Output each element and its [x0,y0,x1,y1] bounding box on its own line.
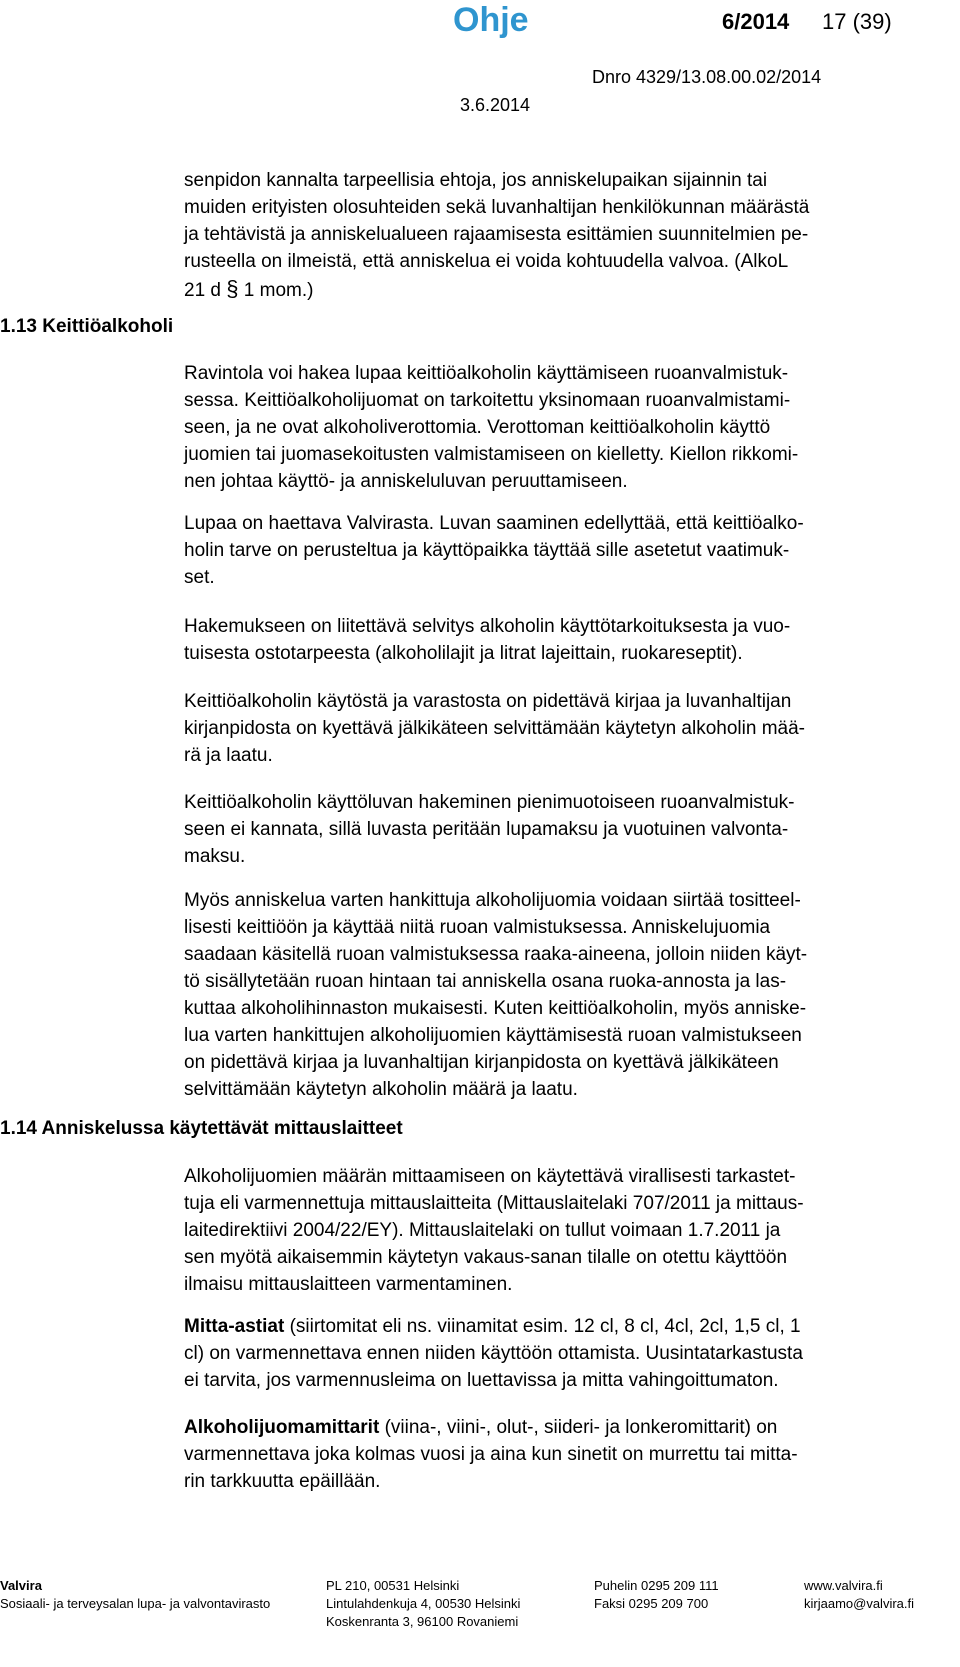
paragraph [184,510,946,591]
section-sign: § [226,276,239,301]
paragraph-line: lisesti keittiöön ja käyttää niitä ruoan valmistuksessa. Anniskelujuomia [184,917,771,938]
paragraph [184,789,946,870]
paragraph-line: holin tarve on perusteltua ja käyttöpaikka täyttää sille asetetut vaatimuk- [184,540,790,561]
paragraph-line: seen ei kannata, sillä luvasta peritään lupamaksu ja vuotuinen valvonta- [184,819,789,840]
paragraph-line: sessa. Keittiöalkoholijuomat on tarkoitettu yksinomaan ruoanvalmistami- [184,390,791,411]
footer-website-link[interactable]: www.valvira.fi [804,1578,883,1593]
footer-phone: Puhelin 0295 209 111 [594,1578,719,1593]
footer-postal-address: PL 210, 00531 Helsinki [326,1578,460,1593]
paragraph [184,1414,946,1495]
term-alkoholijuomamittarit: Alkoholijuomamittarit [184,1417,380,1438]
paragraph-line: Lupaa on haettava Valvirasta. Luvan saaminen edellyttää, että keittiöalko- [184,513,804,534]
paragraph-line: rin tarkkuutta epäillään. [184,1471,381,1492]
paragraph [184,688,946,769]
paragraph-line: saadaan käsitellä ruoan valmistuksessa raaka-aineena, jolloin niiden käyt- [184,944,808,965]
paragraph-line: rä ja laatu. [184,745,273,766]
paragraph-line: tö sisällytetään ruoan hintaan tai anniskella osana ruoka-annosta ja las- [184,971,787,992]
paragraph-line: Myös anniskelua varten hankittuja alkoholijuomia voidaan siirtää tositteel- [184,890,801,911]
document-type-title: Ohje [453,1,529,39]
paragraph-line: cl) on varmennettava ennen niiden käyttöön ottamista. Uusintatarkastusta [184,1343,803,1364]
footer-phone-fax [594,1577,719,1613]
paragraph [184,1313,946,1394]
paragraph-line: ilmaisu mittauslaitteen varmentaminen. [184,1274,513,1295]
term-mitta-astiat: Mitta-astiat [184,1316,285,1337]
paragraph-line: tuisesta ostotarpeesta (alkoholilajit ja litrat lajeittain, ruokareseptit). [184,643,743,664]
paragraph-line [184,1414,946,1441]
issue-number: 6/2014 [722,9,790,34]
paragraph-line: sen myötä aikaisemmin käytetyn vakaus-sanan tilalle on otettu käyttöön [184,1247,788,1268]
record-number: Dnro 4329/13.08.00.02/2014 [592,67,822,87]
paragraph [184,613,946,667]
document-date: 3.6.2014 [460,95,531,115]
section-heading-1-14: 1.14 Anniskelussa käytettävät mittauslaitteet [0,1118,403,1139]
paragraph-line [184,275,946,304]
paragraph-line: Keittiöalkoholin käyttöluvan hakeminen pienimuotoiseen ruoanvalmistuk- [184,792,795,813]
paragraph [184,887,946,1103]
paragraph-line: kirjanpidosta on kyettävä jälkikäteen selvittämään käytetyn alkoholin mää- [184,718,805,739]
paragraph-line: senpidon kannalta tarpeellisia ehtoja, jos anniskelupaikan sijainnin tai [184,170,768,191]
footer-branch-address: Koskenranta 3, 96100 Rovaniemi [326,1614,519,1629]
paragraph-line: juomien tai juomasekoitusten valmistamiseen on kielletty. Kiellon rikkomi- [184,444,799,465]
paragraph [184,360,946,495]
paragraph-line: Keittiöalkoholin käytöstä ja varastosta on pidettävä kirjaa ja luvanhaltijan [184,691,792,712]
paragraph-line: set. [184,567,215,588]
footer-organization [0,1577,270,1613]
paragraph-line: muiden erityisten olosuhteiden sekä luvanhaltijan henkilökunnan määrästä [184,197,810,218]
law-reference: 21 d [184,280,221,301]
footer-street-address: Lintulahdenkuja 4, 00530 Helsinki [326,1596,521,1611]
intro-paragraph [184,167,946,304]
page-number: 17 (39) [822,9,892,34]
footer-web [804,1577,914,1613]
footer-org-description: Sosiaali- ja terveysalan lupa- ja valvontavirasto [0,1596,271,1611]
paragraph-line: ei tarvita, jos varmennusleima on luettavissa ja mitta vahingoittumaton. [184,1370,779,1391]
paragraph-line: Ravintola voi hakea lupaa keittiöalkoholin käyttämiseen ruoanvalmistuk- [184,363,789,384]
paragraph-line: on pidettävä kirjaa ja luvanhaltijan kirjanpidosta on kyettävä jälkikäteen [184,1052,779,1073]
paragraph-line: rusteella on ilmeistä, että anniskelua ei voida kohtuudella valvoa. (AlkoL [184,251,789,272]
term-description: (siirtomitat eli ns. viinamitat esim. 12 cl, 8 cl, 4cl, 2cl, 1,5 cl, 1 [284,1316,801,1337]
footer-org-name: Valvira [0,1578,42,1593]
term-description: (viina-, viini-, olut-, siideri- ja lonkeromittarit) on [379,1417,778,1438]
paragraph-line [184,1313,946,1340]
paragraph-line: selvittämään käytetyn alkoholin määrä ja laatu. [184,1079,578,1100]
law-reference-moment: 1 mom.) [243,280,314,301]
footer-addresses [326,1577,520,1631]
paragraph-line: laitedirektiivi 2004/22/EY). Mittauslaitelaki on tullut voimaan 1.7.2011 ja [184,1220,781,1241]
section-heading-1-13: 1.13 Keittiöalkoholi [0,316,174,337]
paragraph [184,1163,946,1298]
paragraph-line: varmennettava joka kolmas vuosi ja aina kun sinetit on murrettu tai mitta- [184,1444,798,1465]
paragraph-line: seen, ja ne ovat alkoholiverottomia. Verottoman keittiöalkoholin käyttö [184,417,771,438]
paragraph-line: Hakemukseen on liitettävä selvitys alkoholin käyttötarkoituksesta ja vuo- [184,616,791,637]
footer-email-link[interactable]: kirjaamo@valvira.fi [804,1596,914,1611]
footer-fax: Faksi 0295 209 700 [594,1596,709,1611]
paragraph-line: nen johtaa käyttö- ja anniskeluluvan peruuttamiseen. [184,471,628,492]
paragraph-line: ja tehtävistä ja anniskelualueen rajaamisesta esittämien suunnitelmien pe- [184,224,809,245]
paragraph-line: tuja eli varmennettuja mittauslaitteita (Mittauslaitelaki 707/2011 ja mittaus- [184,1193,804,1214]
paragraph-line: Alkoholijuomien määrän mittaamiseen on käytettävä virallisesti tarkastet- [184,1166,796,1187]
paragraph-line: maksu. [184,846,246,867]
paragraph-line: kuttaa alkoholihinnaston mukaisesti. Kuten keittiöalkoholin, myös anniske- [184,998,807,1019]
paragraph-line: lua varten hankittujen alkoholijuomien käyttämisestä ruoan valmistukseen [184,1025,802,1046]
